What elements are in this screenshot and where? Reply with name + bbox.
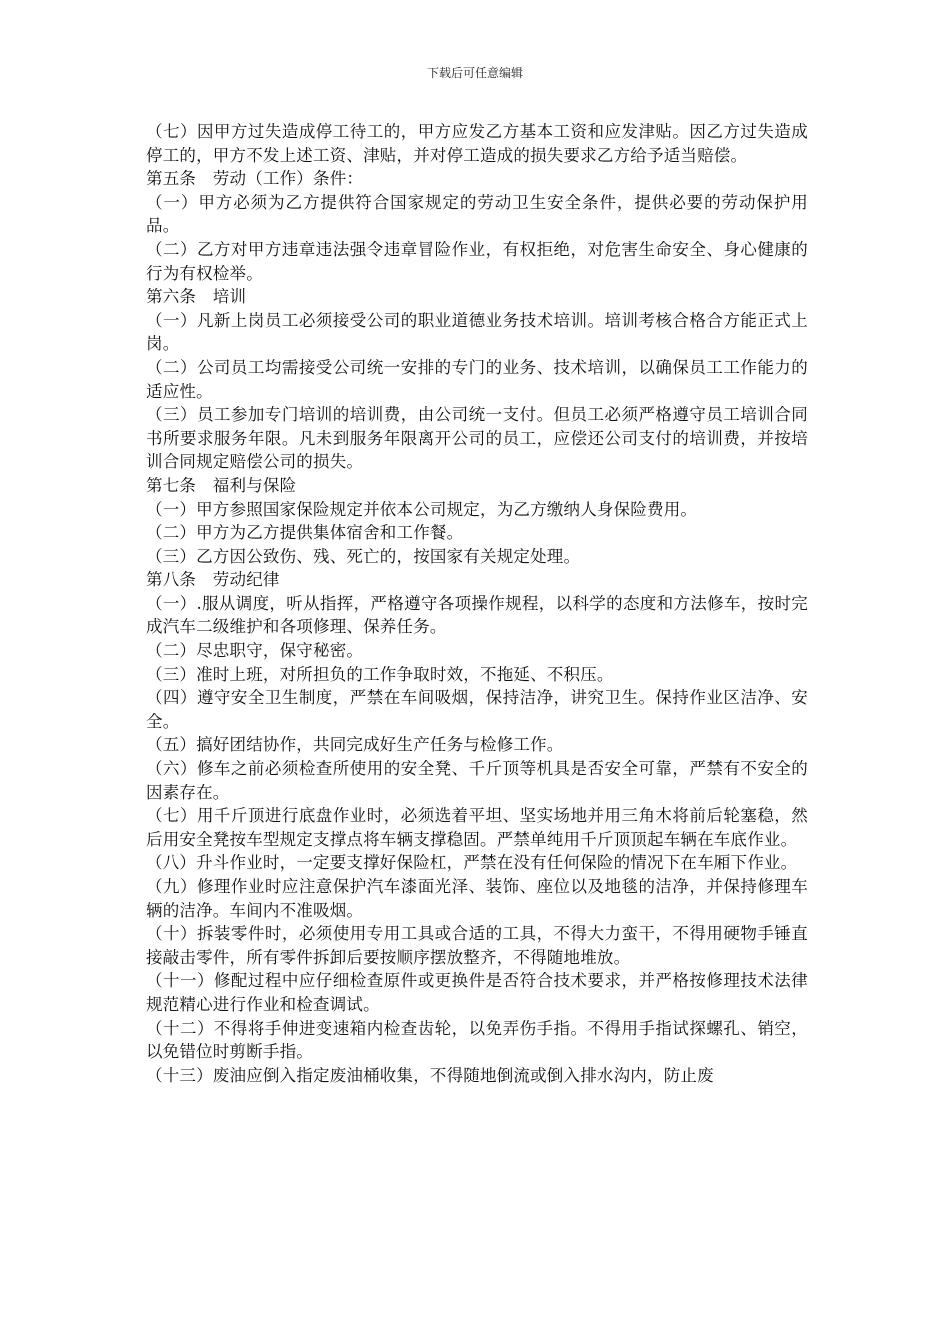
paragraph: （四）遵守安全卫生制度，严禁在车间吸烟，保持洁净，讲究卫生。保持作业区洁净、安全。 bbox=[146, 688, 808, 731]
paragraph: （一）甲方必须为乙方提供符合国家规定的劳动卫生安全条件，提供必要的劳动保护用品。 bbox=[146, 192, 808, 236]
paragraph: （十二）不得将手伸进变速箱内检查齿轮，以免弄伤手指。不得用手指试探螺孔、销空，以免错位时剪断手指。 bbox=[146, 1018, 808, 1062]
paragraph: （一）.服从调度，听从指挥，严格遵守各项操作规程，以科学的态度和方法修车，按时完成汽车二级维护和各项修理、保养任务。 bbox=[146, 593, 808, 637]
paragraph: （一）甲方参照国家保险规定并依本公司规定，为乙方缴纳人身保险费用。 bbox=[146, 499, 698, 519]
paragraph: （三）乙方因公致伤、残、死亡的，按国家有关规定处理。 bbox=[146, 546, 581, 566]
section-heading: 第五条 劳动（工作）条件： bbox=[146, 169, 364, 189]
paragraph: （二）乙方对甲方违章违法强令违章冒险作业，有权拒绝，对危害生命安全、身心健康的行为有权检举。 bbox=[146, 239, 808, 283]
page-header: 下载后可任意编辑 bbox=[426, 66, 523, 80]
paragraph: （十）拆装零件时，必须使用专用工具或合适的工具，不得大力蛮干，不得用硬物手锤直接敲击零件，所有零件拆卸后要按顺序摆放整齐，不得随地堆放。 bbox=[146, 924, 808, 967]
paragraph: （五）搞好团结协作，共同完成好生产任务与检修工作。 bbox=[146, 735, 564, 755]
section-heading: 第六条 培训 bbox=[146, 287, 247, 307]
paragraph: （三）员工参加专门培训的培训费，由公司统一支付。但员工必须严格遵守员工培训合同书所要求服务年限。凡未到服务年限离开公司的员工，应偿还公司支付的培训费，并按培训合同规定赔偿公司的损失。 bbox=[146, 405, 808, 472]
paragraph: （二）公司员工均需接受公司统一安排的专门的业务、技术培训，以确保员工工作能力的适应性。 bbox=[146, 357, 808, 401]
paragraph: （二）尽忠职守，保守秘密。 bbox=[146, 641, 364, 661]
paragraph: （六）修车之前必须检查所使用的安全凳、千斤顶等机具是否安全可靠，严禁有不安全的因素存在。 bbox=[146, 759, 808, 802]
paragraph: （十一）修配过程中应仔细检查原件或更换件是否符合技术要求，并严格按修理技术法律规范精心进行作业和检查调试。 bbox=[146, 971, 808, 1014]
paragraph: （八）升斗作业时，一定要支撑好保险杠，严禁在没有任何保险的情况下在车厢下作业。 bbox=[146, 853, 798, 873]
section-heading: 第八条 劳动纪律 bbox=[146, 570, 280, 590]
paragraph: （七）用千斤顶进行底盘作业时，必须选着平坦、坚实场地并用三角木将前后轮塞稳，然后用安全凳按车型规定支撑点将车辆支撑稳固。严禁单纯用千斤顶顶起车辆在车底作业。 bbox=[146, 806, 808, 849]
paragraph: （七）因甲方过失造成停工待工的，甲方应发乙方基本工资和应发津贴。因乙方过失造成停工的，甲方不发上述工资、津贴，并对停工造成的损失要求乙方给予适当赔偿。 bbox=[146, 122, 808, 165]
document-body bbox=[146, 120, 808, 1087]
section-heading: 第七条 福利与保险 bbox=[146, 475, 297, 495]
paragraph: （三）准时上班，对所担负的工作争取时效，不拖延、不积压。 bbox=[146, 664, 614, 684]
paragraph: （二）甲方为乙方提供集体宿舍和工作餐。 bbox=[146, 523, 464, 543]
paragraph: （一）凡新上岗员工必须接受公司的职业道德业务技术培训。培训考核合格合方能正式上岗。 bbox=[146, 310, 808, 354]
paragraph: （九）修理作业时应注意保护汽车漆面光泽、装饰、座位以及地毯的洁净，并保持修理车辆的洁净。车间内不准吸烟。 bbox=[146, 877, 808, 920]
paragraph: （十三）废油应倒入指定废油桶收集，不得随地倒流或倒入排水沟内，防止废 bbox=[146, 1065, 714, 1085]
